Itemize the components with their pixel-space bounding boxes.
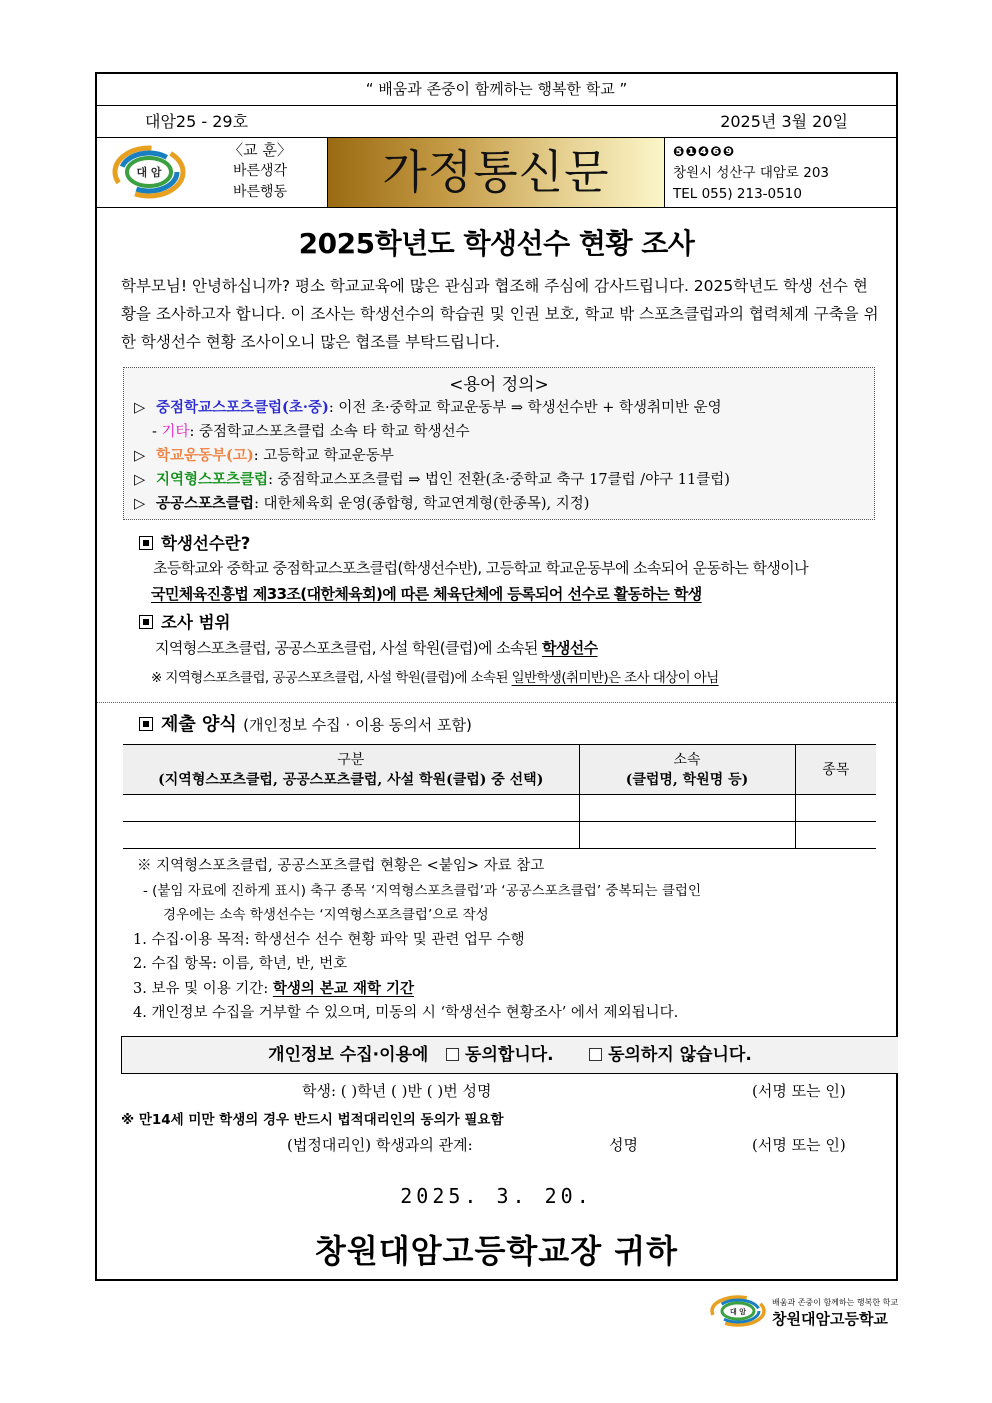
column-header-category: 구분 (지역형스포츠클럽, 공공스포츠클럽, 사설 학원(클럽) 중 선택) [123,745,579,795]
sport-cell[interactable] [795,795,876,822]
svg-text:대 암: 대 암 [730,1308,746,1316]
agree-label: 동의합니다. [465,1045,554,1065]
definition-desc: : 대한체육회 운영(종합형, 학교연계형(한종목), 지정) [254,496,590,512]
guardian-relationship-line[interactable]: (법정대리인) 학생과의 관계: [287,1136,473,1154]
triangle-bullet-icon: ▷ [134,496,146,512]
footer-school-name: 창원대암고등학교 [772,1310,888,1328]
student-athlete-desc: 초등학교와 중학교 중점학교스포츠클럽(학생선수반), 고등학교 학교운동부에 소속되어 운동하는 학생이나 [153,559,809,577]
affiliation-cell[interactable] [579,822,795,849]
creed-line: 바른행동 [232,184,288,200]
agree-checkbox[interactable] [446,1048,459,1061]
issue-row [97,106,896,138]
section-heading-student-athlete: 학생선수란? [139,530,250,554]
masthead [97,138,896,208]
definition-term: 공공스포츠클럽 [156,495,255,512]
school-logo-icon [111,144,187,202]
category-cell[interactable] [123,822,579,849]
definition-term: 기타 [161,424,190,440]
definitions-heading: <용어 정의> [449,375,549,395]
addressee: 창원대암고등학교장 귀하 [314,1232,679,1270]
column-header-affiliation: 소속 (클럽명, 학원명 등) [579,745,795,795]
footer-school-logo [710,1293,900,1329]
document-date: 2025. 3. 20. [400,1184,593,1208]
scope-note-emphasis: 일반학생(취미반)은 조사 대상이 아님 [511,670,719,686]
sport-cell[interactable] [795,822,876,849]
guardian-consent-warning: ※ 만14세 미만 학생의 경우 반드시 법적대리인의 동의가 필요함 [121,1112,504,1128]
square-bullet-icon [139,717,153,731]
table-row [123,822,876,849]
definition-item [124,420,874,444]
newsletter-page [95,72,898,1281]
definition-term: 지역형스포츠클럽 [156,471,269,488]
note-line: 경우에는 소속 학생선수는 ‘지역형스포츠클럽’으로 작성 [163,907,489,923]
note-line: - (붙임 자료에 진하게 표시) 축구 종목 ‘지역형스포츠클럽’과 ‘공공스포츠클럽’ 중복되는 클럽인 [143,882,701,899]
school-creed [215,140,305,203]
privacy-item: 4. 개인정보 수집을 거부할 수 있으며, 미동의 시 ‘학생선수 현황조사’ 에서 제외됩니다. [133,1005,679,1021]
dotted-divider [97,702,896,703]
definition-desc: : 중점학교스포츠클럽 ⇒ 법인 전환(초·중학교 축구 17클럽 /야구 11클럽) [268,472,730,488]
section-heading-form: 제출 양식 (개인정보 수집 · 이용 동의서 포함) [139,710,472,736]
retention-period: 학생의 본교 재학 기간 [272,979,415,997]
definition-term: 중점학교스포츠클럽(초·중) [156,399,329,416]
guardian-signature-note: (서명 또는 인) [752,1136,846,1154]
definitions-box [123,367,875,520]
issue-date: 2025년 3월 20일 [720,112,848,131]
scope-emphasis: 학생선수 [541,639,598,657]
svg-text:대 암: 대 암 [136,166,162,179]
definition-item [124,444,874,468]
column-header-sport: 종목 [795,745,876,795]
banner-title: 가정통신문 [382,145,610,199]
intro-paragraph: 학부모님! 안녕하십니까? 평소 학교교육에 많은 관심과 협조해 주심에 감사드립니다. 2025학년도 학생 선수 현황을 조사하고자 합니다. 이 조사는 학생선수의 학습권 및 인권 보호, 학교 밖 스포츠클럽과의 협력체계 구축을 위한 학생선수 현황 조사이오니 많은 협조를 부탁드립니다. [121,277,879,351]
street-address: 창원시 성산구 대암로 203 [673,165,830,181]
privacy-item: 1. 수집·이용 목적: 학생선수 선수 현황 파악 및 관련 업무 수행 [133,931,525,948]
definition-term: 학교운동부(고) [156,447,254,464]
triangle-bullet-icon: ▷ [134,400,146,416]
document-title: 2025학년도 학생선수 현황 조사 [298,227,695,260]
table-row [123,795,876,822]
dash-bullet: - [152,424,157,440]
definition-item [124,396,874,420]
school-address [673,142,829,205]
definition-item [124,492,874,516]
scope-desc: 지역형스포츠클럽, 공공스포츠클럽, 사설 학원(클럽)에 소속된 학생선수 [155,639,598,657]
category-cell[interactable] [123,795,579,822]
section-heading-scope: 조사 범위 [139,609,231,633]
definition-item [124,468,874,492]
newsletter-banner [327,138,665,207]
form-subheading: (개인정보 수집 · 이용 동의서 포함) [243,716,472,734]
student-signature-line[interactable]: 학생: ( )학년 ( )반 ( )번 성명 [302,1082,492,1100]
definition-desc: : 이전 초·중학교 학교운동부 ⇒ 학생선수반 + 학생취미반 운영 [328,400,722,416]
disagree-checkbox[interactable] [589,1048,602,1061]
telephone: TEL 055) 213-0510 [673,186,802,202]
form-notes [133,854,887,1026]
privacy-item: 2. 수집 항목: 이름, 학년, 반, 번호 [133,956,348,972]
definition-desc: : 중점학교스포츠클럽 소속 타 학교 학생선수 [189,424,470,440]
postal-code: ❺❶❹❻❾ [673,144,736,160]
creed-label: 〈교 훈〉 [228,141,292,159]
note-line: ※ 지역형스포츠클럽, 공공스포츠클럽 현황은 <붙임> 자료 참고 [137,858,545,874]
consent-box [121,1036,898,1074]
student-athlete-legal: 국민체육진흥법 제33조(대한체육회)에 따른 체육단체에 등록되어 선수로 활동하는 학생 [151,585,702,603]
issue-number: 대암25 - 29호 [145,112,249,131]
footer-slogan: 배움과 존중이 함께하는 행복한 학교 [772,1298,899,1307]
student-signature-note: (서명 또는 인) [752,1082,846,1100]
disagree-label: 동의하지 않습니다. [608,1045,752,1065]
privacy-item: 3. 보유 및 이용 기간: 학생의 본교 재학 기간 [133,979,415,997]
affiliation-cell[interactable] [579,795,795,822]
square-bullet-icon [139,615,153,629]
square-bullet-icon [139,536,153,550]
creed-line: 바른생각 [232,163,288,179]
school-motto: “ 배움과 존중이 함께하는 행복한 학교 ” [97,74,896,106]
scope-note: ※ 지역형스포츠클럽, 공공스포츠클럽, 사설 학원(클럽)에 소속된 일반학생(취미반)은 조사 대상이 아님 [151,670,719,686]
submission-form-table [123,744,876,849]
definition-desc: : 고등학교 학교운동부 [253,448,394,464]
school-logo-icon [710,1295,766,1327]
triangle-bullet-icon: ▷ [134,448,146,464]
guardian-name-label[interactable]: 성명 [609,1136,638,1154]
consent-prefix: 개인정보 수집·이용에 [268,1045,429,1065]
triangle-bullet-icon: ▷ [134,472,146,488]
